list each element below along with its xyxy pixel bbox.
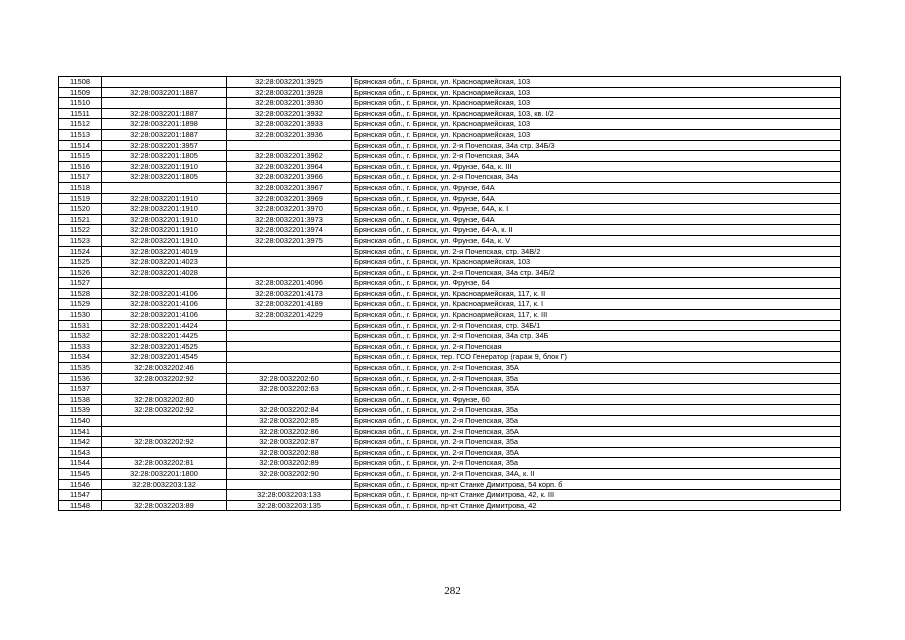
object-cadastral-number-cell: 32:28:0032201:3973 [227, 214, 352, 225]
row-number-cell: 11533 [59, 341, 102, 352]
address-cell: Брянская обл., г. Брянск, ул. Фрунзе, 64А [352, 193, 841, 204]
table-row [59, 341, 841, 352]
table-row [59, 394, 841, 405]
object-cadastral-number-cell: 32:28:0032201:3974 [227, 225, 352, 236]
address-cell: Брянская обл., г. Брянск, ул. Красноармейская, 117, к. I [352, 299, 841, 310]
cadastral-number-cell: 32:28:0032201:1910 [102, 204, 227, 215]
table-row [59, 246, 841, 257]
table-row [59, 87, 841, 98]
object-cadastral-number-cell: 32:28:0032201:3933 [227, 119, 352, 130]
row-number-cell: 11531 [59, 320, 102, 331]
row-number-cell: 11519 [59, 193, 102, 204]
row-number-cell: 11546 [59, 479, 102, 490]
table-row [59, 140, 841, 151]
row-number-cell: 11514 [59, 140, 102, 151]
row-number-cell: 11526 [59, 267, 102, 278]
row-number-cell: 11520 [59, 204, 102, 215]
row-number-cell: 11544 [59, 458, 102, 469]
object-cadastral-number-cell: 32:28:0032201:3930 [227, 98, 352, 109]
row-number-cell: 11517 [59, 172, 102, 183]
address-cell: Брянская обл., г. Брянск, ул. 2-я Почепская, 35а [352, 437, 841, 448]
object-cadastral-number-cell [227, 341, 352, 352]
object-cadastral-number-cell: 32:28:0032201:4096 [227, 278, 352, 289]
cadastral-number-cell [102, 447, 227, 458]
row-number-cell: 11525 [59, 257, 102, 268]
address-cell: Брянская обл., г. Брянск, пр-кт Станке Димитрова, 42 [352, 500, 841, 511]
address-cell: Брянская обл., г. Брянск, ул. Фрунзе, 64А, к. I [352, 204, 841, 215]
cadastral-number-cell [102, 416, 227, 427]
cadastral-number-cell: 32:28:0032201:1800 [102, 468, 227, 479]
row-number-cell: 11522 [59, 225, 102, 236]
cadastral-number-cell: 32:28:0032201:4424 [102, 320, 227, 331]
row-number-cell: 11542 [59, 437, 102, 448]
address-cell: Брянская обл., г. Брянск, ул. Фрунзе, 64а, к. III [352, 161, 841, 172]
object-cadastral-number-cell: 32:28:0032201:3962 [227, 151, 352, 162]
cadastral-number-cell [102, 490, 227, 501]
cadastral-number-cell: 32:28:0032203:89 [102, 500, 227, 511]
table-row [59, 384, 841, 395]
cadastral-number-cell: 32:28:0032201:1910 [102, 214, 227, 225]
object-cadastral-number-cell: 32:28:0032202:86 [227, 426, 352, 437]
address-cell: Брянская обл., г. Брянск, ул. Красноармейская, 103, кв. I/2 [352, 108, 841, 119]
object-cadastral-number-cell: 32:28:0032201:3932 [227, 108, 352, 119]
table-row [59, 235, 841, 246]
table-row [59, 458, 841, 469]
table-row [59, 373, 841, 384]
object-cadastral-number-cell [227, 479, 352, 490]
table-row [59, 363, 841, 374]
address-cell: Брянская обл., г. Брянск, ул. Красноармейская, 103 [352, 87, 841, 98]
row-number-cell: 11539 [59, 405, 102, 416]
row-number-cell: 11545 [59, 468, 102, 479]
address-cell: Брянская обл., г. Брянск, пр-кт Станке Димитрова, 54 корп. б [352, 479, 841, 490]
object-cadastral-number-cell: 32:28:0032201:3936 [227, 129, 352, 140]
row-number-cell: 11537 [59, 384, 102, 395]
address-cell: Брянская обл., г. Брянск, ул. Красноармейская, 117, к. III [352, 310, 841, 321]
object-cadastral-number-cell [227, 320, 352, 331]
table-row [59, 204, 841, 215]
object-cadastral-number-cell: 32:28:0032201:3964 [227, 161, 352, 172]
row-number-cell: 11538 [59, 394, 102, 405]
object-cadastral-number-cell: 32:28:0032201:4173 [227, 288, 352, 299]
table-row [59, 288, 841, 299]
row-number-cell: 11513 [59, 129, 102, 140]
row-number-cell: 11536 [59, 373, 102, 384]
page-number: 282 [444, 585, 461, 597]
row-number-cell: 11540 [59, 416, 102, 427]
table-row [59, 267, 841, 278]
row-number-cell: 11547 [59, 490, 102, 501]
row-number-cell: 11512 [59, 119, 102, 130]
object-cadastral-number-cell: 32:28:0032202:87 [227, 437, 352, 448]
address-cell: Брянская обл., г. Брянск, тер. ГСО Генератор (гараж 9, блок Г) [352, 352, 841, 363]
address-cell: Брянская обл., г. Брянск, ул. Красноармейская, 103 [352, 77, 841, 88]
address-cell: Брянская обл., г. Брянск, ул. 2-я Почепская, 35А [352, 447, 841, 458]
cadastral-number-cell: 32:28:0032201:3957 [102, 140, 227, 151]
table-row [59, 490, 841, 501]
property-table-body [59, 77, 841, 511]
cadastral-number-cell: 32:28:0032201:4106 [102, 288, 227, 299]
address-cell: Брянская обл., г. Брянск, ул. 2-я Почепская, 35а [352, 405, 841, 416]
object-cadastral-number-cell: 32:28:0032201:3969 [227, 193, 352, 204]
object-cadastral-number-cell: 32:28:0032202:85 [227, 416, 352, 427]
object-cadastral-number-cell [227, 246, 352, 257]
object-cadastral-number-cell: 32:28:0032202:89 [227, 458, 352, 469]
object-cadastral-number-cell: 32:28:0032203:135 [227, 500, 352, 511]
table-row [59, 468, 841, 479]
address-cell: Брянская обл., г. Брянск, ул. Красноармейская, 103 [352, 119, 841, 130]
address-cell: Брянская обл., г. Брянск, ул. Красноармейская, 117, к. II [352, 288, 841, 299]
address-cell: Брянская обл., г. Брянск, ул. Фрунзе, 64А [352, 214, 841, 225]
table-row [59, 331, 841, 342]
object-cadastral-number-cell: 32:28:0032201:3966 [227, 172, 352, 183]
row-number-cell: 11532 [59, 331, 102, 342]
cadastral-number-cell: 32:28:0032201:1898 [102, 119, 227, 130]
table-row [59, 320, 841, 331]
address-cell: Брянская обл., г. Брянск, ул. Фрунзе, 64 [352, 278, 841, 289]
table-row [59, 310, 841, 321]
cadastral-number-cell [102, 182, 227, 193]
address-cell: Брянская обл., г. Брянск, ул. 2-я Почепская, 35А [352, 426, 841, 437]
cadastral-number-cell: 32:28:0032201:4106 [102, 310, 227, 321]
address-cell: Брянская обл., г. Брянск, ул. 2-я Почепская, 35а [352, 416, 841, 427]
table-row [59, 416, 841, 427]
address-cell: Брянская обл., г. Брянск, ул. 2-я Почепская, 35а [352, 373, 841, 384]
address-cell: Брянская обл., г. Брянск, ул. 2-я Почепская, 34а стр. 34Б [352, 331, 841, 342]
object-cadastral-number-cell: 32:28:0032203:133 [227, 490, 352, 501]
object-cadastral-number-cell [227, 257, 352, 268]
row-number-cell: 11524 [59, 246, 102, 257]
table-row [59, 437, 841, 448]
address-cell: Брянская обл., г. Брянск, ул. 2-я Почепская, 35а [352, 458, 841, 469]
address-cell: Брянская обл., г. Брянск, ул. 2-я Почепская, стр. 34В/2 [352, 246, 841, 257]
row-number-cell: 11528 [59, 288, 102, 299]
table-row [59, 352, 841, 363]
object-cadastral-number-cell [227, 394, 352, 405]
table-row [59, 182, 841, 193]
object-cadastral-number-cell: 32:28:0032201:3928 [227, 87, 352, 98]
cadastral-number-cell: 32:28:0032202:92 [102, 437, 227, 448]
object-cadastral-number-cell: 32:28:0032202:60 [227, 373, 352, 384]
object-cadastral-number-cell [227, 140, 352, 151]
object-cadastral-number-cell [227, 352, 352, 363]
address-cell: Брянская обл., г. Брянск, ул. 2-я Почепская, стр. 34Б/1 [352, 320, 841, 331]
table-row [59, 172, 841, 183]
address-cell: Брянская обл., г. Брянск, ул. Красноармейская, 103 [352, 129, 841, 140]
table-row [59, 500, 841, 511]
cadastral-number-cell: 32:28:0032202:92 [102, 405, 227, 416]
object-cadastral-number-cell: 32:28:0032201:3925 [227, 77, 352, 88]
object-cadastral-number-cell [227, 363, 352, 374]
address-cell: Брянская обл., г. Брянск, ул. Фрунзе, 60 [352, 394, 841, 405]
table-row [59, 161, 841, 172]
table-row [59, 405, 841, 416]
table-row [59, 225, 841, 236]
row-number-cell: 11509 [59, 87, 102, 98]
address-cell: Брянская обл., г. Брянск, ул. Фрунзе, 64А [352, 182, 841, 193]
object-cadastral-number-cell: 32:28:0032201:3970 [227, 204, 352, 215]
row-number-cell: 11523 [59, 235, 102, 246]
cadastral-number-cell [102, 98, 227, 109]
cadastral-number-cell [102, 77, 227, 88]
cadastral-number-cell [102, 426, 227, 437]
row-number-cell: 11510 [59, 98, 102, 109]
address-cell: Брянская обл., г. Брянск, ул. 2-я Почепская, 35А [352, 363, 841, 374]
object-cadastral-number-cell: 32:28:0032202:88 [227, 447, 352, 458]
row-number-cell: 11530 [59, 310, 102, 321]
cadastral-number-cell: 32:28:0032201:1887 [102, 87, 227, 98]
table-row [59, 129, 841, 140]
object-cadastral-number-cell [227, 331, 352, 342]
cadastral-number-cell: 32:28:0032201:1887 [102, 108, 227, 119]
cadastral-number-cell: 32:28:0032202:81 [102, 458, 227, 469]
object-cadastral-number-cell: 32:28:0032202:84 [227, 405, 352, 416]
object-cadastral-number-cell: 32:28:0032201:3975 [227, 235, 352, 246]
row-number-cell: 11541 [59, 426, 102, 437]
address-cell: Брянская обл., г. Брянск, ул. 2-я Почепская, 34а [352, 172, 841, 183]
address-cell: Брянская обл., г. Брянск, ул. 2-я Почепская, 35А [352, 384, 841, 395]
cadastral-number-cell: 32:28:0032201:4545 [102, 352, 227, 363]
address-cell: Брянская обл., г. Брянск, ул. Красноармейская, 103 [352, 98, 841, 109]
address-cell: Брянская обл., г. Брянск, ул. 2-я Почепская, 34а стр. 34Б/2 [352, 267, 841, 278]
cadastral-number-cell: 32:28:0032201:4028 [102, 267, 227, 278]
table-row [59, 77, 841, 88]
cadastral-number-cell: 32:28:0032201:1910 [102, 235, 227, 246]
table-row [59, 108, 841, 119]
cadastral-number-cell: 32:28:0032202:92 [102, 373, 227, 384]
cadastral-number-cell: 32:28:0032201:1887 [102, 129, 227, 140]
table-row [59, 151, 841, 162]
object-cadastral-number-cell: 32:28:0032201:4189 [227, 299, 352, 310]
object-cadastral-number-cell: 32:28:0032202:63 [227, 384, 352, 395]
table-row [59, 193, 841, 204]
cadastral-number-cell [102, 278, 227, 289]
table-row [59, 278, 841, 289]
address-cell: Брянская обл., г. Брянск, ул. Фрунзе, 64-А, к. II [352, 225, 841, 236]
table-row [59, 299, 841, 310]
property-table [58, 76, 841, 511]
table-row [59, 426, 841, 437]
row-number-cell: 11511 [59, 108, 102, 119]
cadastral-number-cell: 32:28:0032203:132 [102, 479, 227, 490]
row-number-cell: 11543 [59, 447, 102, 458]
row-number-cell: 11548 [59, 500, 102, 511]
row-number-cell: 11515 [59, 151, 102, 162]
table-row [59, 257, 841, 268]
cadastral-number-cell: 32:28:0032201:4525 [102, 341, 227, 352]
cadastral-number-cell [102, 384, 227, 395]
object-cadastral-number-cell: 32:28:0032201:4229 [227, 310, 352, 321]
table-row [59, 214, 841, 225]
row-number-cell: 11529 [59, 299, 102, 310]
address-cell: Брянская обл., г. Брянск, ул. Фрунзе, 64а, к. V [352, 235, 841, 246]
table-row [59, 479, 841, 490]
table-row [59, 447, 841, 458]
cadastral-number-cell: 32:28:0032201:1910 [102, 225, 227, 236]
cadastral-number-cell: 32:28:0032201:4106 [102, 299, 227, 310]
cadastral-number-cell: 32:28:0032201:4023 [102, 257, 227, 268]
address-cell: Брянская обл., г. Брянск, ул. 2-я Почепская, 34а стр. 34Б/3 [352, 140, 841, 151]
row-number-cell: 11534 [59, 352, 102, 363]
row-number-cell: 11518 [59, 182, 102, 193]
address-cell: Брянская обл., г. Брянск, пр-кт Станке Димитрова, 42, к. III [352, 490, 841, 501]
row-number-cell: 11508 [59, 77, 102, 88]
row-number-cell: 11516 [59, 161, 102, 172]
address-cell: Брянская обл., г. Брянск, ул. Красноармейская, 103 [352, 257, 841, 268]
cadastral-number-cell: 32:28:0032201:1805 [102, 151, 227, 162]
address-cell: Брянская обл., г. Брянск, ул. 2-я Почепская [352, 341, 841, 352]
row-number-cell: 11535 [59, 363, 102, 374]
row-number-cell: 11521 [59, 214, 102, 225]
cadastral-number-cell: 32:28:0032202:46 [102, 363, 227, 374]
cadastral-number-cell: 32:28:0032201:1910 [102, 161, 227, 172]
cadastral-number-cell: 32:28:0032201:1910 [102, 193, 227, 204]
address-cell: Брянская обл., г. Брянск, ул. 2-я Почепская, 34А [352, 151, 841, 162]
address-cell: Брянская обл., г. Брянск, ул. 2-я Почепская, 34А, к. II [352, 468, 841, 479]
cadastral-number-cell: 32:28:0032202:80 [102, 394, 227, 405]
cadastral-number-cell: 32:28:0032201:1805 [102, 172, 227, 183]
object-cadastral-number-cell: 32:28:0032202:90 [227, 468, 352, 479]
object-cadastral-number-cell [227, 267, 352, 278]
row-number-cell: 11527 [59, 278, 102, 289]
cadastral-number-cell: 32:28:0032201:4019 [102, 246, 227, 257]
table-row [59, 98, 841, 109]
object-cadastral-number-cell: 32:28:0032201:3967 [227, 182, 352, 193]
cadastral-number-cell: 32:28:0032201:4425 [102, 331, 227, 342]
table-row [59, 119, 841, 130]
